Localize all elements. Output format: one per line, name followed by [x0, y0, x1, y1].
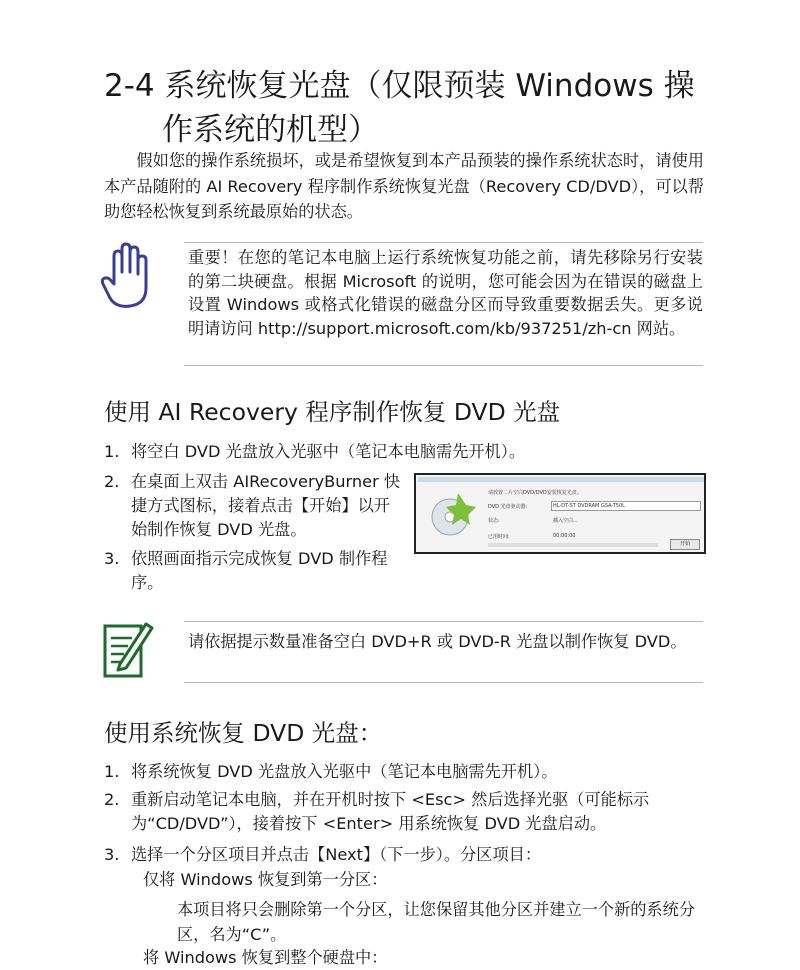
elapsed-value: 00:00:00 [553, 533, 576, 539]
list-number: 3. [104, 845, 120, 864]
list-text: 选择一个分区项目并点击【Next】（下一步）。分区项目： [131, 845, 542, 864]
pencil-note-icon [102, 620, 154, 684]
list-item [104, 470, 404, 542]
list-text: 在桌面上双击 AIRecoveryBurner 快捷方式图标，接着点击【开始】以开始制作恢复 DVD 光盘。 [131, 472, 401, 539]
list-item [104, 788, 704, 836]
drive-label: DVD 光盘驱动器: [488, 504, 528, 510]
list-number: 2. [104, 790, 120, 809]
title-line-1: 2-4 系统恢复光盘（仅限预装 Windows 操 [104, 68, 695, 104]
status-label: 状态: [488, 518, 500, 524]
list-text: 将系统恢复 DVD 光盘放入光驱中（笔记本电脑需先开机）。 [131, 762, 558, 781]
screenshot-header: 请放置二片空白DVD/DVD安装恢复光盘。 [488, 490, 582, 496]
title-line-2: 作系统的机型） [162, 112, 379, 148]
page-title [104, 64, 714, 152]
progress-bar [488, 543, 658, 547]
list-item [104, 547, 404, 595]
list-number: 1. [104, 762, 120, 781]
tip-note: 请依据提示数量准备空白 DVD+R 或 DVD-R 光盘以制作恢复 DVD。 [184, 621, 703, 683]
option1-title: 仅将 Windows 恢复到第一分区： [143, 870, 388, 889]
section1-heading: 使用 AI Recovery 程序制作恢复 DVD 光盘 [104, 398, 561, 426]
list-text: 重新启动笔记本电脑，并在开机时按下 <Esc> 然后选择光驱（可能标示为“CD/DVD”），接着按下 <Enter> 用系统恢复 DVD 光盘启动。 [131, 790, 650, 833]
screenshot-titlebar [418, 477, 704, 482]
option1-description: 本项目将只会删除第一个分区，让您保留其他分区并建立一个新的系统分区，名为“C”。 [177, 900, 695, 944]
warning-note: 重要！在您的笔记本电脑上运行系统恢复功能之前，请先移除另行安装的第二块硬盘。根据 Microsoft 的说明，您可能会因为在错误的磁盘上设置 Windows 或格式化错误的磁盘分区而导致重要数据丢失。更多说明请访问 http://support.microsoft.com/kb/937251/zh-cn 网站。 [184, 242, 703, 366]
hand-warning-icon [100, 242, 150, 316]
list-text: 将空白 DVD 光盘放入光驱中（笔记本电脑需先开机）。 [131, 442, 526, 461]
section2-heading: 使用系统恢复 DVD 光盘： [104, 719, 383, 747]
list-text: 依照画面指示完成恢复 DVD 制作程序。 [131, 549, 388, 592]
start-button: 开始 [670, 539, 700, 550]
list-number: 1. [104, 442, 120, 461]
list-number: 2. [104, 472, 120, 491]
list-number: 3. [104, 549, 120, 568]
elapsed-label: 已用时间: [488, 534, 510, 540]
drive-value: HL-DT-ST DVDRAM GSA-T50L [553, 503, 625, 509]
recovery-burner-screenshot [414, 473, 706, 554]
option2-title: 将 Windows 恢复到整个硬盘中： [143, 948, 388, 967]
dvd-disc-icon [428, 489, 478, 543]
intro-paragraph: 假如您的操作系统损坏，或是希望恢复到本产品预装的操作系统状态时，请使用本产品随附的 AI Recovery 程序制作系统恢复光盘（Recovery CD/DVD），可以帮助您轻松恢复到系统最原始的状态。 [104, 151, 704, 221]
status-value: 插入空白... [553, 518, 578, 524]
